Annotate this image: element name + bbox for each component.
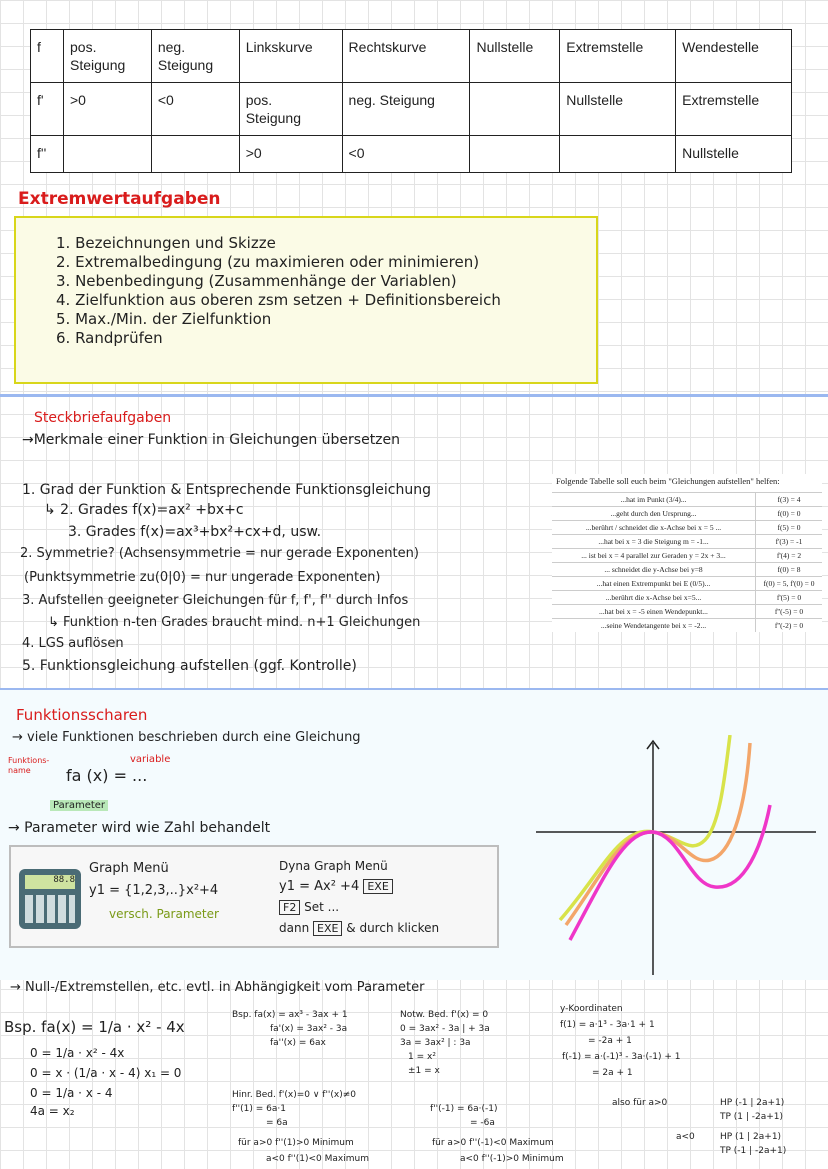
help-row — [552, 619, 822, 633]
help-equation: f(5) = 0 — [756, 521, 823, 535]
help-row — [552, 493, 822, 507]
f2-line: = -6a — [470, 1118, 495, 1128]
graph-formula: y1 = {1,2,3,..}x²+4 — [89, 883, 219, 898]
bsp1-line: 0 = x · (1/a · x - 4) x₁ = 0 — [30, 1066, 182, 1080]
dyna-set: F2 Set ... — [279, 900, 339, 914]
table-cell: Extremstelle — [560, 30, 676, 83]
help-equation: f''(-2) = 0 — [756, 619, 823, 633]
help-condition: ... ist bei x = 4 parallel zur Geraden y = 2x + 3... — [552, 549, 756, 563]
table-cell: <0 — [342, 136, 470, 173]
notw-line: 3a = 3ax² | : 3a — [400, 1038, 471, 1048]
table-cell — [470, 136, 560, 173]
bsp1-line: 0 = 1/a · x² - 4x — [30, 1046, 125, 1060]
ycoord-line: = 2a + 1 — [592, 1068, 633, 1078]
scharen-formula: fa (x) = ... — [66, 766, 148, 785]
help-row — [552, 549, 822, 563]
also2-tp: TP (-1 | -2a+1) — [720, 1146, 787, 1156]
extremwert-step: 3. Nebenbedingung (Zusammenhänge der Variablen) — [56, 272, 457, 290]
table-cell: Rechtskurve — [342, 30, 470, 83]
steckbrief-line: 3. Aufstellen geeigneter Gleichungen für f, f', f'' durch Infos — [22, 593, 409, 608]
steckbrief-line: 1. Grad der Funktion & Entsprechende Funktionsgleichung — [22, 482, 432, 498]
function-family-sketch — [530, 735, 820, 980]
table-cell: f'' — [31, 136, 64, 173]
table-cell: >0 — [239, 136, 342, 173]
extremwert-step: 4. Zielfunktion aus oberen zsm setzen + Definitionsbereich — [56, 291, 501, 309]
label-funktionsname: Funktions- name — [8, 756, 50, 775]
help-equation: f(0) = 0 — [756, 507, 823, 521]
extremwert-title: Extremwertaufgaben — [18, 189, 221, 209]
help-table-caption: Folgende Tabelle soll euch beim "Gleichungen aufstellen" helfen: — [556, 476, 780, 486]
dyna-menu-label: Dyna Graph Menü — [279, 859, 388, 873]
help-row — [552, 535, 822, 549]
graph-menu-label: Graph Menü — [89, 861, 169, 876]
scharen-subtitle: → viele Funktionen beschrieben durch eine Gleichung — [12, 730, 361, 745]
table-cell: f — [31, 30, 64, 83]
steckbrief-subtitle: →Merkmale einer Funktion in Gleichungen übersetzen — [22, 432, 401, 448]
ycoord-line: y-Koordinaten — [560, 1004, 623, 1014]
case2-line: a<0 f''(-1)>0 Minimum — [460, 1154, 564, 1164]
also2-label: a<0 — [676, 1132, 695, 1142]
bsp2-line: fa'(x) = 3ax² - 3a — [270, 1024, 348, 1034]
help-row — [552, 521, 822, 535]
case-line: für a>0 f''(1)>0 Minimum — [238, 1138, 354, 1148]
steckbrief-line: (Punktsymmetrie zu(0|0) = nur ungerade Exponenten) — [24, 570, 381, 585]
section-divider — [0, 394, 828, 397]
help-row — [552, 605, 822, 619]
steckbrief-line: 4. LGS auflösen — [22, 636, 124, 651]
help-condition: ... schneidet die y-Achse bei y=8 — [552, 563, 756, 577]
table-cell — [560, 136, 676, 173]
label-variable: variable — [130, 754, 171, 765]
table-cell: f' — [31, 83, 64, 136]
help-condition: ...hat bei x = -5 einen Wendepunkt... — [552, 605, 756, 619]
help-equation: f(0) = 5, f'(0) = 0 — [756, 577, 823, 591]
bsp2-line: fa''(x) = 6ax — [270, 1038, 326, 1048]
help-row — [552, 591, 822, 605]
table-row — [31, 83, 792, 136]
curve-lime — [560, 735, 730, 920]
hinr-line: f''(1) = 6a·1 — [232, 1104, 286, 1114]
table-cell: neg. Steigung — [342, 83, 470, 136]
hinr-line: = 6a — [266, 1118, 288, 1128]
graph-note: versch. Parameter — [109, 907, 219, 921]
table-cell: pos. Steigung — [239, 83, 342, 136]
f2-line: f''(-1) = 6a·(-1) — [430, 1104, 498, 1114]
table-cell — [64, 136, 152, 173]
table-cell — [151, 136, 239, 173]
table-cell: <0 — [151, 83, 239, 136]
case-line: a<0 f''(1)<0 Maximum — [266, 1154, 369, 1164]
hinr-line: Hinr. Bed. f'(x)=0 ∨ f''(x)≠0 — [232, 1090, 357, 1100]
help-condition: ...hat im Punkt (3/4)... — [552, 493, 756, 507]
properties-table — [30, 29, 792, 173]
help-condition: ...hat bei x = 3 die Steigung m = -1... — [552, 535, 756, 549]
help-equation: f(3) = 4 — [756, 493, 823, 507]
help-condition: ...hat einen Extrempunkt bei E (0/5)... — [552, 577, 756, 591]
table-cell: Nullstelle — [470, 30, 560, 83]
bsp1-title: Bsp. fa(x) = 1/a · x² - 4x — [4, 1018, 185, 1036]
table-row — [31, 30, 792, 83]
steckbrief-title: Steckbriefaufgaben — [34, 410, 172, 426]
table-row — [31, 136, 792, 173]
ycoord-line: f(-1) = a·(-1)³ - 3a·(-1) + 1 — [562, 1052, 681, 1062]
extremwert-steps-box — [14, 216, 598, 384]
steckbrief-line: 5. Funktionsgleichung aufstellen (ggf. Kontrolle) — [22, 658, 357, 674]
steckbrief-line: 3. Grades f(x)=ax³+bx²+cx+d, usw. — [68, 524, 322, 540]
notw-line: 0 = 3ax² - 3a | + 3a — [400, 1024, 490, 1034]
help-equation: f'(5) = 0 — [756, 591, 823, 605]
ycoord-line: f(1) = a·1³ - 3a·1 + 1 — [560, 1020, 655, 1030]
help-condition: ...berührt / schneidet die x-Achse bei x = 5 ... — [552, 521, 756, 535]
calculator-icon: 88.8 — [19, 869, 81, 929]
case2-line: für a>0 f''(-1)<0 Maximum — [432, 1138, 554, 1148]
bsp2-title: Bsp. fa(x) = ax³ - 3ax + 1 — [232, 1010, 348, 1020]
ycoord-line: = -2a + 1 — [588, 1036, 632, 1046]
table-cell: neg. Steigung — [151, 30, 239, 83]
scharen-title: Funktionsscharen — [16, 706, 148, 724]
label-parameter: Parameter — [50, 800, 108, 811]
table-cell: pos. Steigung — [64, 30, 152, 83]
bsp1-line: 4a = x₂ — [30, 1104, 75, 1118]
steckbrief-line: ↳ Funktion n-ten Grades braucht mind. n+1 Gleichungen — [48, 615, 421, 630]
dyna-formula: y1 = Ax² +4 EXE — [279, 879, 393, 894]
table-cell: Nullstelle — [560, 83, 676, 136]
table-cell: Wendestelle — [676, 30, 792, 83]
help-row — [552, 507, 822, 521]
notw-line: 1 = x² — [408, 1052, 436, 1062]
section-divider — [0, 688, 828, 690]
scharen-note: → Parameter wird wie Zahl behandelt — [8, 820, 271, 836]
help-equation: f'(3) = -1 — [756, 535, 823, 549]
also-hp: HP (-1 | 2a+1) — [720, 1098, 785, 1108]
help-table — [552, 474, 822, 632]
extremwert-step: 5. Max./Min. der Zielfunktion — [56, 310, 272, 328]
table-cell: Nullstelle — [676, 136, 792, 173]
extremwert-step: 6. Randprüfen — [56, 329, 163, 347]
steckbrief-line: 2. Symmetrie? (Achsensymmetrie = nur gerade Exponenten) — [20, 546, 419, 561]
help-condition: ...seine Wendetangente bei x = -2... — [552, 619, 756, 633]
table-cell: Extremstelle — [676, 83, 792, 136]
help-row — [552, 577, 822, 591]
table-cell: >0 — [64, 83, 152, 136]
calculator-box — [9, 845, 499, 948]
also-label: also für a>0 — [612, 1098, 668, 1108]
dyna-then: dann EXE & durch klicken — [279, 921, 440, 935]
example-header: → Null-/Extremstellen, etc. evtl. in Abhängigkeit vom Parameter — [10, 980, 425, 995]
notw-line: Notw. Bed. f'(x) = 0 — [400, 1010, 489, 1020]
notw-line: ±1 = x — [408, 1066, 440, 1076]
also-tp: TP (1 | -2a+1) — [720, 1112, 784, 1122]
help-equation: f(0) = 8 — [756, 563, 823, 577]
help-equation: f'(4) = 2 — [756, 549, 823, 563]
extremwert-step: 2. Extremalbedingung (zu maximieren oder minimieren) — [56, 253, 480, 271]
help-condition: ...berührt die x-Achse bei x=5... — [552, 591, 756, 605]
steckbrief-line: ↳ 2. Grades f(x)=ax² +bx+c — [44, 502, 244, 518]
extremwert-step: 1. Bezeichnungen und Skizze — [56, 234, 276, 252]
help-equation: f''(-5) = 0 — [756, 605, 823, 619]
help-row — [552, 563, 822, 577]
also2-hp: HP (1 | 2a+1) — [720, 1132, 782, 1142]
table-cell: Linkskurve — [239, 30, 342, 83]
table-cell — [470, 83, 560, 136]
help-condition: ...geht durch den Ursprung... — [552, 507, 756, 521]
bsp1-line: 0 = 1/a · x - 4 — [30, 1086, 113, 1100]
